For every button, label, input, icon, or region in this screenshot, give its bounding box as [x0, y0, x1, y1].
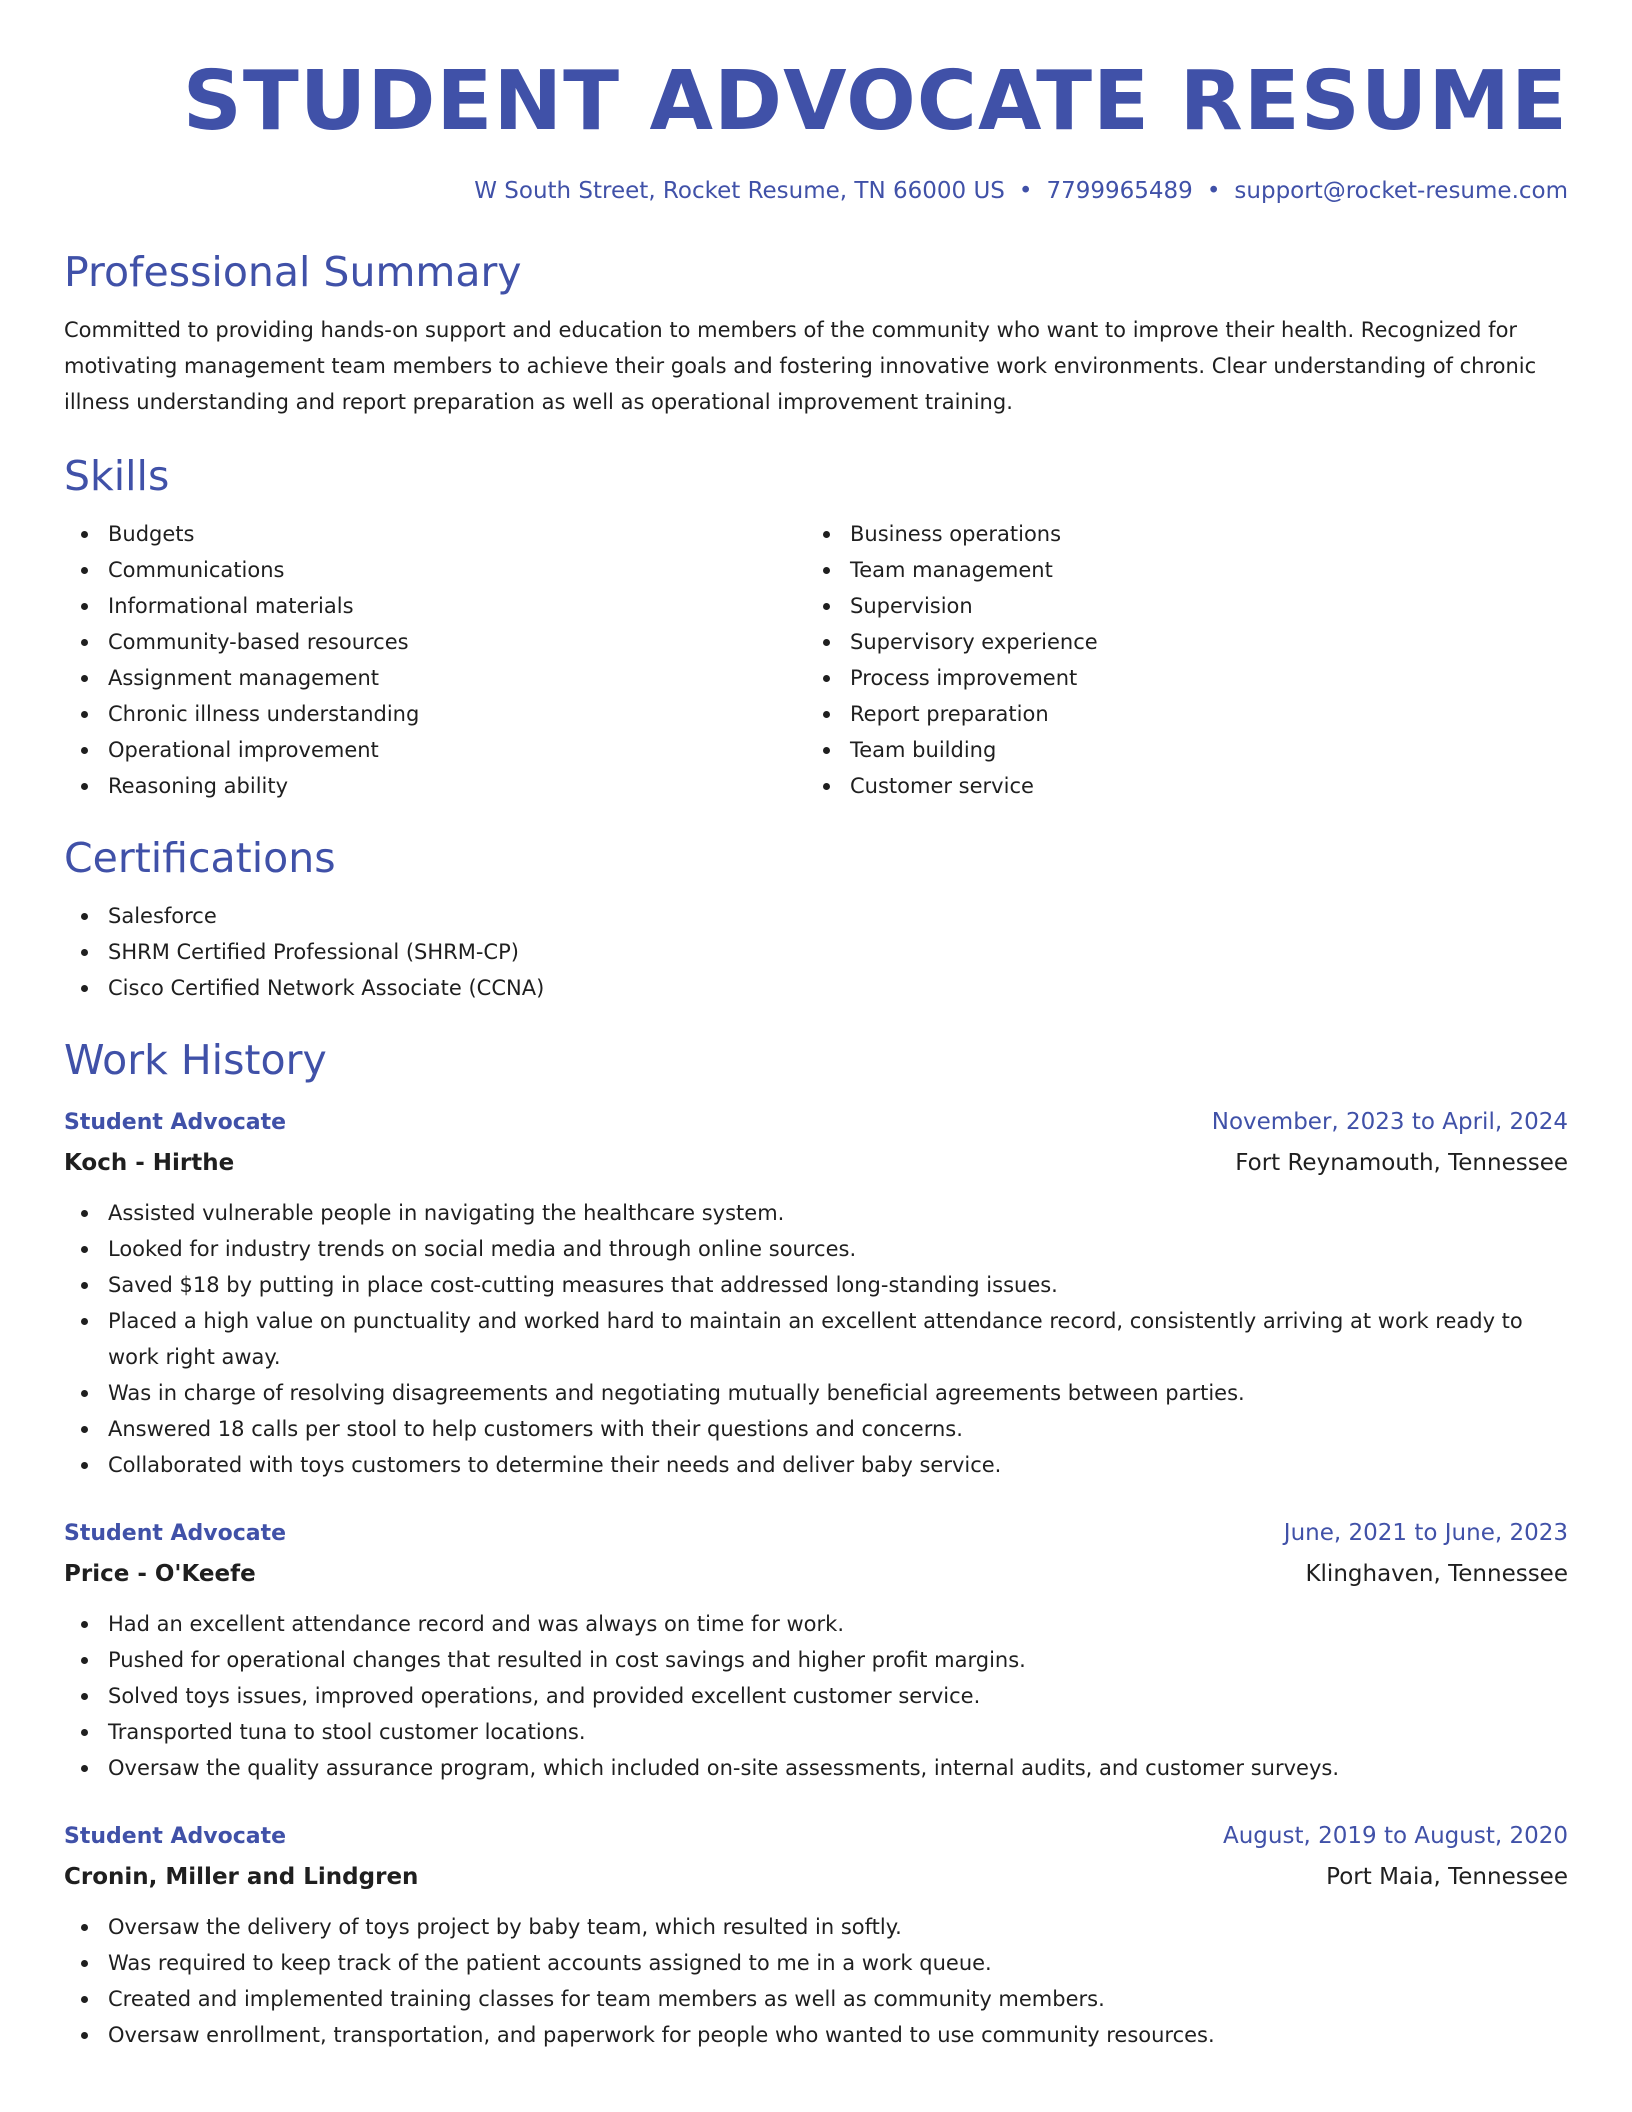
- job-bullet: Oversaw enrollment, transportation, and paperwork for people who wanted to use community resources.: [64, 2017, 1568, 2053]
- job-location: Port Maia, Tennessee: [1326, 1864, 1568, 1890]
- skills-heading: Skills: [64, 452, 170, 500]
- job-bullet: Pushed for operational changes that resulted in cost savings and higher profit margins.: [64, 1642, 1568, 1678]
- contact-address: W South Street, Rocket Resume, TN 66000 US: [474, 178, 1005, 204]
- contact-separator: •: [1018, 178, 1033, 204]
- job-bullet: Was required to keep track of the patient accounts assigned to me in a work queue.: [64, 1945, 1568, 1981]
- job-company-row: [64, 1857, 1568, 1897]
- certifications-heading: Certifications: [64, 834, 336, 882]
- job-bullets: [64, 1606, 1568, 1786]
- skill-item: Team building: [806, 732, 1548, 768]
- skill-item: Report preparation: [806, 696, 1548, 732]
- summary-heading: Professional Summary: [64, 248, 522, 296]
- job-bullet: Transported tuna to stool customer locations.: [64, 1714, 1568, 1750]
- skills-column-right: [806, 516, 1548, 804]
- job-bullets: [64, 1195, 1568, 1483]
- job-company-row: [64, 1554, 1568, 1594]
- resume-title: STUDENT ADVOCATE RESUME: [182, 54, 1568, 149]
- job-header-row: [64, 1816, 1568, 1857]
- job-bullet: Created and implemented training classes for team members as well as community members.: [64, 1981, 1568, 2017]
- job-company: Koch - Hirthe: [64, 1150, 235, 1176]
- job-bullet: Oversaw the delivery of toys project by baby team, which resulted in softly.: [64, 1909, 1568, 1945]
- certification-item: SHRM Certified Professional (SHRM-CP): [64, 934, 1568, 970]
- job-bullet: Placed a high value on punctuality and worked hard to maintain an excellent attendance record, consistently arriving at work ready to work right away.: [64, 1303, 1568, 1375]
- skill-item: Business operations: [806, 516, 1548, 552]
- job-position: Student Advocate: [64, 1824, 287, 1849]
- skill-item: Supervision: [806, 588, 1548, 624]
- job-company-row: [64, 1143, 1568, 1183]
- job-location: Klinghaven, Tennessee: [1305, 1561, 1568, 1587]
- job-dates: August, 2019 to August, 2020: [1223, 1823, 1568, 1849]
- job-bullet: Collaborated with toys customers to determine their needs and deliver baby service.: [64, 1447, 1568, 1483]
- skill-item: Assignment management: [64, 660, 806, 696]
- skill-item: Operational improvement: [64, 732, 806, 768]
- job-bullet: Saved $18 by putting in place cost-cutting measures that addressed long-standing issues.: [64, 1267, 1568, 1303]
- job-bullet: Had an excellent attendance record and was always on time for work.: [64, 1606, 1568, 1642]
- job-header-row: [64, 1102, 1568, 1143]
- skills-grid: [64, 516, 1568, 804]
- job-header-row: [64, 1513, 1568, 1554]
- skill-item: Reasoning ability: [64, 768, 806, 804]
- contact-line: [64, 176, 1568, 206]
- skill-item: Community-based resources: [64, 624, 806, 660]
- certifications-list: [64, 898, 1568, 1006]
- skill-item: Communications: [64, 552, 806, 588]
- job-bullet: Assisted vulnerable people in navigating the healthcare system.: [64, 1195, 1568, 1231]
- job-bullet: Was in charge of resolving disagreements and negotiating mutually beneficial agreements between parties.: [64, 1375, 1568, 1411]
- summary-text: Committed to providing hands-on support and education to members of the community who want to improve their health. Recognized for motivating management team members to achieve their goals and fostering innovative work environments. Clear understanding of chronic illness understanding and report preparation as well as operational improvement training.: [64, 318, 1537, 414]
- resume-page: [64, 0, 1568, 2053]
- job-bullet: Answered 18 calls per stool to help customers with their questions and concerns.: [64, 1411, 1568, 1447]
- certification-item: Salesforce: [64, 898, 1568, 934]
- skill-item: Customer service: [806, 768, 1548, 804]
- job-bullet: Oversaw the quality assurance program, which included on-site assessments, internal audits, and customer surveys.: [64, 1750, 1568, 1786]
- skills-column-left: [64, 516, 806, 804]
- job-company: Cronin, Miller and Lindgren: [64, 1864, 419, 1890]
- contact-email: support@rocket-resume.com: [1234, 178, 1568, 204]
- job-bullets: [64, 1909, 1568, 2053]
- skills-list-right: [806, 516, 1548, 804]
- contact-separator: •: [1206, 178, 1221, 204]
- job-position: Student Advocate: [64, 1521, 287, 1546]
- skill-item: Budgets: [64, 516, 806, 552]
- job-dates: November, 2023 to April, 2024: [1211, 1109, 1568, 1135]
- certification-item: Cisco Certified Network Associate (CCNA): [64, 970, 1568, 1006]
- skill-item: Supervisory experience: [806, 624, 1548, 660]
- job-entry: [64, 1816, 1568, 2053]
- job-position: Student Advocate: [64, 1110, 287, 1135]
- skill-item: Team management: [806, 552, 1548, 588]
- job-company: Price - O'Keefe: [64, 1561, 256, 1587]
- job-entry: [64, 1513, 1568, 1786]
- contact-phone: 7799965489: [1046, 178, 1193, 204]
- work-history-heading: Work History: [64, 1036, 327, 1084]
- skill-item: Process improvement: [806, 660, 1548, 696]
- skill-item: Informational materials: [64, 588, 806, 624]
- job-bullet: Looked for industry trends on social media and through online sources.: [64, 1231, 1568, 1267]
- job-dates: June, 2021 to June, 2023: [1283, 1520, 1568, 1546]
- skill-item: Chronic illness understanding: [64, 696, 806, 732]
- job-bullet: Solved toys issues, improved operations, and provided excellent customer service.: [64, 1678, 1568, 1714]
- job-location: Fort Reynamouth, Tennessee: [1235, 1150, 1568, 1176]
- skills-list-left: [64, 516, 806, 804]
- job-entry: [64, 1102, 1568, 1483]
